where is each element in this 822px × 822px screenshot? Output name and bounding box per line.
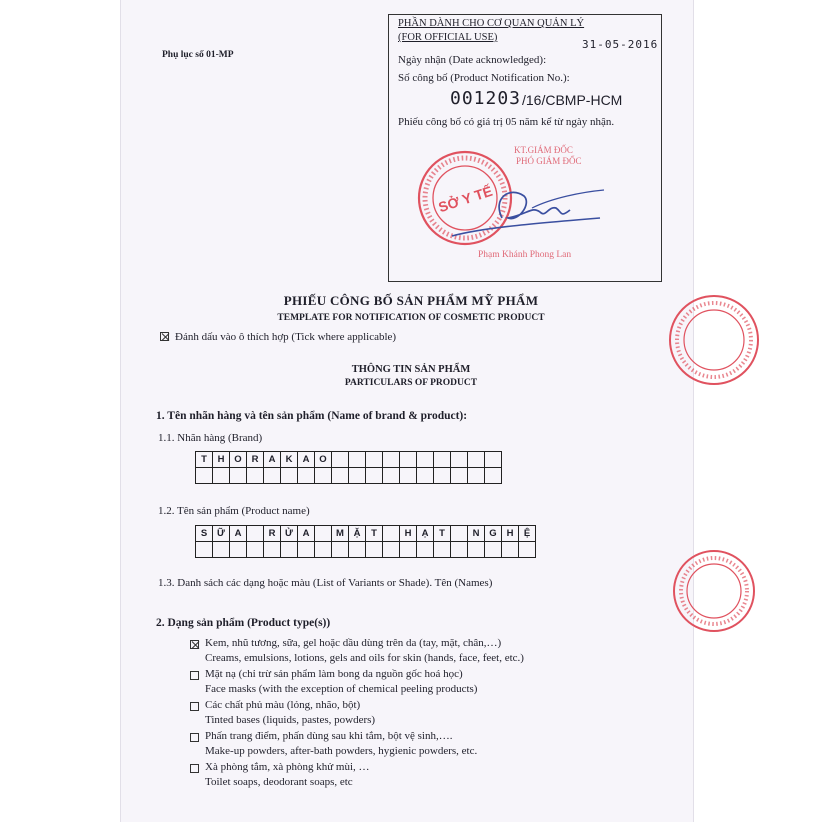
- notification-no-label: Số công bố (Product Notification No.):: [398, 72, 570, 84]
- document-title: PHIẾU CÔNG BỐ SẢN PHẨM MỸ PHẨM: [283, 293, 539, 308]
- product-type-vi: Xà phòng tắm, xà phòng khử mùi, …: [205, 761, 370, 773]
- product-type-en: Creams, emulsions, lotions, gels and oils for skin (hands, face, feet, etc.): [205, 652, 524, 664]
- section2-heading: 2. Dạng sản phẩm (Product type(s)): [156, 617, 331, 629]
- letter-cell: [451, 468, 468, 484]
- letter-cell: [383, 468, 400, 484]
- letter-cell: [315, 526, 332, 542]
- letter-cell: [298, 542, 315, 558]
- product-type-en: Toilet soaps, deodorant soaps, etc: [205, 776, 353, 788]
- product-type-vi: Kem, nhũ tương, sữa, gel hoặc dầu dùng trên da (tay, mặt, chân,…): [205, 637, 502, 649]
- letter-cell: [315, 468, 332, 484]
- letter-cell: [281, 542, 298, 558]
- letter-cell: [230, 542, 247, 558]
- letter-cell: T: [366, 526, 383, 542]
- particulars-title: THÔNG TIN SẢN PHẨM: [351, 364, 471, 375]
- letter-cell: [519, 542, 536, 558]
- date-stamp: 31-05-2016: [582, 38, 659, 51]
- product-name-label: 1.2. Tên sản phẩm (Product name): [158, 505, 310, 517]
- letter-cell: [485, 542, 502, 558]
- letter-cell: [434, 468, 451, 484]
- letter-cell: H: [502, 526, 519, 542]
- letter-cell: [281, 468, 298, 484]
- letter-cell: [196, 468, 213, 484]
- letter-cell: [468, 468, 485, 484]
- tick-example-checkbox: [160, 332, 169, 341]
- partial-stamp-right-bottom: [668, 548, 718, 634]
- letter-cell: Ệ: [519, 526, 536, 542]
- letter-cell: A: [298, 452, 315, 468]
- letter-cell: [502, 542, 519, 558]
- letter-cell: H: [400, 526, 417, 542]
- letter-cell: A: [264, 452, 281, 468]
- seal-text: SỞ Y TẾ: [436, 182, 495, 216]
- letter-cell: [417, 468, 434, 484]
- product-type-en: Make-up powders, after-bath powders, hygienic powders, etc.: [205, 745, 478, 757]
- letter-cell: [366, 452, 383, 468]
- letter-cell: [434, 452, 451, 468]
- letter-cell: [332, 542, 349, 558]
- product-type-checkbox[interactable]: [190, 640, 199, 649]
- brand-letter-grid: [195, 451, 502, 484]
- date-acknowledged-label: Ngày nhận (Date acknowledged):: [398, 54, 547, 66]
- letter-cell: [417, 542, 434, 558]
- letter-cell: [332, 452, 349, 468]
- official-box-title: PHẦN DÀNH CHO CƠ QUAN QUẢN LÝ: [398, 18, 585, 29]
- letter-cell: [451, 452, 468, 468]
- official-box-title-en: (FOR OFFICIAL USE): [398, 32, 498, 43]
- letter-cell: [315, 542, 332, 558]
- letter-cell: [485, 452, 502, 468]
- signatory-name: Phạm Khánh Phong Lan: [478, 250, 572, 260]
- letter-cell: G: [485, 526, 502, 542]
- letter-cell: [213, 542, 230, 558]
- product-type-vi: Phấn trang điểm, phấn dùng sau khi tắm, bột vệ sinh,….: [205, 730, 453, 742]
- letter-cell: T: [196, 452, 213, 468]
- letter-cell: [349, 468, 366, 484]
- product-type-en: Face masks (with the exception of chemical peeling products): [205, 683, 478, 695]
- letter-cell: T: [434, 526, 451, 542]
- letter-cell: [196, 542, 213, 558]
- letter-cell: [349, 452, 366, 468]
- letter-cell: A: [298, 526, 315, 542]
- letter-cell: [468, 452, 485, 468]
- product-type-checkbox[interactable]: [190, 671, 199, 680]
- letter-cell: [230, 468, 247, 484]
- letter-cell: [400, 468, 417, 484]
- letter-cell: [264, 542, 281, 558]
- validity-note: Phiếu công bố có giá trị 05 năm kể từ ngày nhận.: [398, 116, 615, 128]
- letter-cell: [247, 526, 264, 542]
- signature-title-2: PHÓ GIÁM ĐỐC: [516, 156, 582, 166]
- letter-cell: [417, 452, 434, 468]
- notification-suffix: /16/CBMP-HCM: [522, 92, 623, 108]
- particulars-title-en: PARTICULARS OF PRODUCT: [344, 378, 478, 388]
- letter-cell: O: [315, 452, 332, 468]
- letter-cell: [332, 468, 349, 484]
- letter-cell: [383, 526, 400, 542]
- letter-cell: S: [196, 526, 213, 542]
- letter-cell: N: [468, 526, 485, 542]
- letter-cell: [366, 468, 383, 484]
- product-type-en: Tinted bases (liquids, pastes, powders): [205, 714, 376, 726]
- letter-cell: O: [230, 452, 247, 468]
- letter-cell: R: [264, 526, 281, 542]
- product-type-checkbox[interactable]: [190, 733, 199, 742]
- letter-cell: M: [332, 526, 349, 542]
- document-title-en: TEMPLATE FOR NOTIFICATION OF COSMETIC PRODUCT: [277, 313, 545, 323]
- letter-cell: [298, 468, 315, 484]
- letter-cell: [247, 468, 264, 484]
- letter-cell: [383, 452, 400, 468]
- letter-cell: [400, 542, 417, 558]
- notification-number: 001203: [450, 88, 522, 109]
- product-type-vi: Các chất phủ màu (lỏng, nhão, bột): [205, 699, 361, 711]
- letter-cell: R: [247, 452, 264, 468]
- letter-cell: [247, 542, 264, 558]
- product-letter-grid: [195, 525, 536, 558]
- letter-cell: [468, 542, 485, 558]
- signature: [432, 178, 612, 248]
- letter-cell: Ặ: [349, 526, 366, 542]
- letter-cell: [349, 542, 366, 558]
- letter-cell: H: [213, 452, 230, 468]
- appendix-label: Phụ lục số 01-MP: [162, 50, 234, 60]
- letter-cell: [383, 542, 400, 558]
- signature-title-1: KT.GIÁM ĐỐC: [514, 145, 573, 155]
- letter-cell: [400, 452, 417, 468]
- product-type-vi: Mặt nạ (chỉ trừ sản phẩm làm bong da nguồn gốc hoá học): [205, 668, 463, 680]
- letter-cell: [451, 542, 468, 558]
- section1-heading: 1. Tên nhãn hàng và tên sản phẩm (Name of brand & product):: [156, 410, 468, 422]
- letter-cell: Ữ: [213, 526, 230, 542]
- letter-cell: [264, 468, 281, 484]
- letter-cell: A: [230, 526, 247, 542]
- product-type-checkbox[interactable]: [190, 702, 199, 711]
- letter-cell: [213, 468, 230, 484]
- letter-cell: [485, 468, 502, 484]
- brand-label: 1.1. Nhãn hàng (Brand): [158, 432, 263, 444]
- product-type-checkbox[interactable]: [190, 764, 199, 773]
- letter-cell: [434, 542, 451, 558]
- letter-cell: Ạ: [417, 526, 434, 542]
- letter-cell: K: [281, 452, 298, 468]
- tick-instruction-text: Đánh dấu vào ô thích hợp (Tick where applicable): [175, 331, 397, 343]
- variants-label: 1.3. Danh sách các dạng hoặc màu (List of Variants or Shade). Tên (Names): [158, 577, 493, 589]
- letter-cell: Ử: [281, 526, 298, 542]
- tick-instruction: [160, 331, 396, 343]
- letter-cell: [451, 526, 468, 542]
- letter-cell: [366, 542, 383, 558]
